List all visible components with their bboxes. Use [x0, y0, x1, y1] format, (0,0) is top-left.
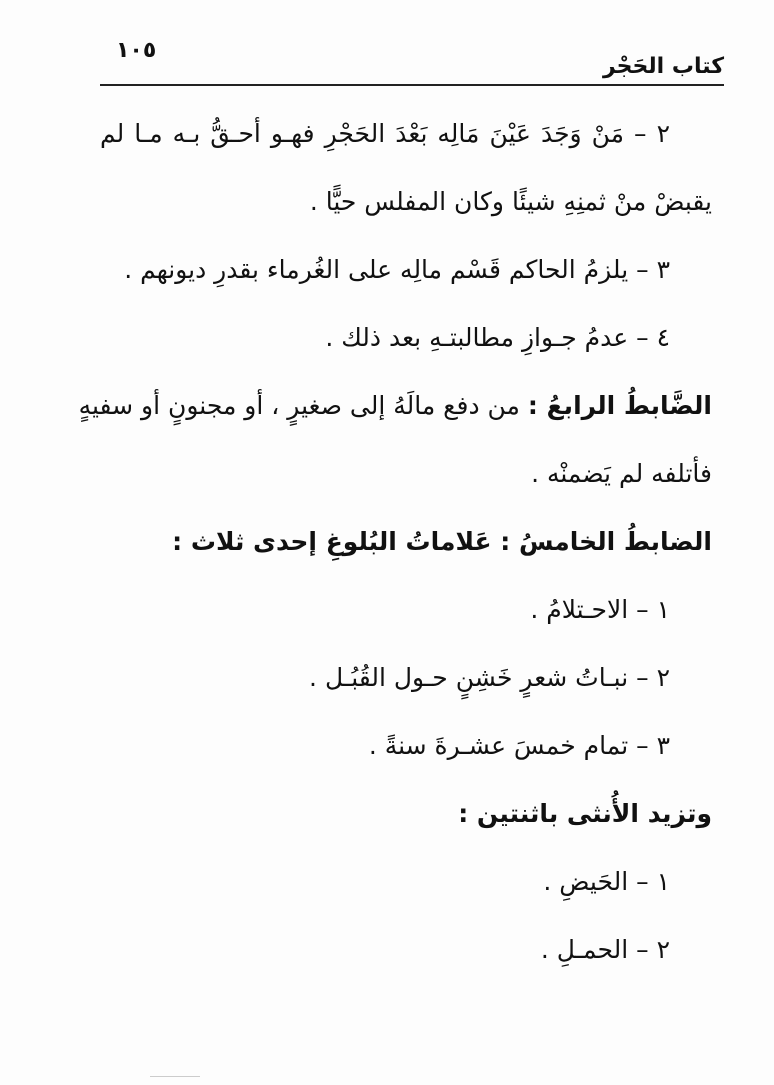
line-text: من دفع مالَهُ إلى صغيرٍ ، أو مجنونٍ أو سفيهٍ — [78, 391, 528, 420]
text-line — [100, 508, 712, 576]
text-line — [100, 576, 712, 644]
page-number: ١٠٥ — [116, 38, 157, 63]
text-line — [100, 916, 712, 984]
line-text: ١ – الاحـتلامُ . — [530, 595, 670, 624]
line-text: يقبضْ منْ ثمنِهِ شيئًا وكان المفلس حيًّا . — [309, 187, 712, 216]
text-line — [78, 372, 712, 440]
page-header — [100, 30, 724, 82]
text-line — [100, 168, 712, 236]
page-text — [78, 100, 712, 984]
text-line — [100, 100, 712, 168]
line-text: ٢ – الحمـلِ . — [540, 935, 670, 964]
line-text: فأتلفه لم يَضمنْه . — [531, 459, 712, 488]
header-divider — [100, 84, 724, 86]
text-line — [100, 304, 712, 372]
text-line — [100, 712, 712, 780]
line-text: ٢ – مَنْ وَجَدَ عَيْنَ مَالِه بَعْدَ الحَجْرِ فهـو أحـقُّ بـه مـا لم — [100, 119, 670, 148]
line-text: ٤ – عدمُ جـوازِ مطالبتـهِ بعد ذلك . — [325, 323, 670, 352]
line-text: ٣ – تمام خمسَ عشـرةَ سنةً . — [368, 731, 670, 760]
bottom-mark — [150, 1076, 200, 1077]
line-text: ٣ – يلزمُ الحاكم قَسْم مالِه على الغُرماء بقدرِ ديونهم . — [124, 255, 670, 284]
line-text: وتزيد الأُنثى باثنتين : — [458, 799, 712, 828]
line-text: ٢ – نبـاتُ شعرٍ خَشِنٍ حـول القُبُـل . — [309, 663, 670, 692]
text-line — [100, 644, 712, 712]
line-text: الضابطُ الخامسُ : عَلاماتُ البُلوغِ إحدى ثلاث : — [172, 527, 712, 556]
line-text: ١ – الحَيضِ . — [543, 867, 670, 896]
text-line — [100, 848, 712, 916]
running-title: كتاب الحَجْر — [603, 54, 724, 79]
text-line — [100, 236, 712, 304]
text-line — [100, 440, 712, 508]
rule-heading: الضَّابطُ الرابعُ : — [527, 391, 712, 420]
text-line — [100, 780, 712, 848]
